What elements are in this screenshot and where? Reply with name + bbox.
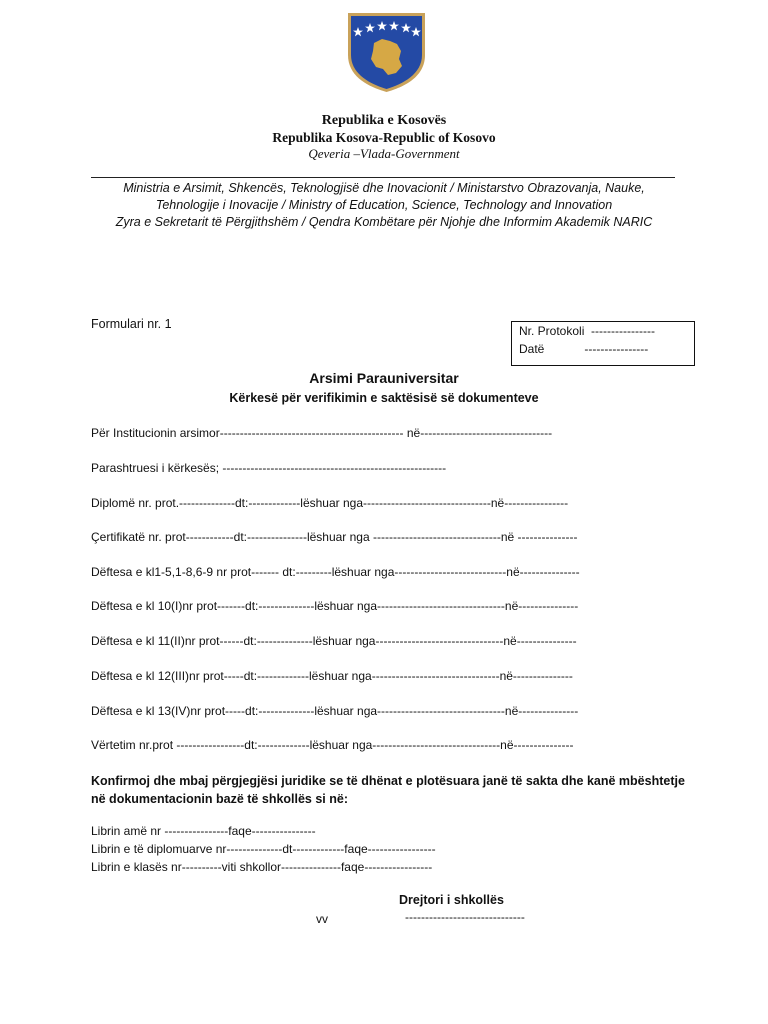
book-class-line: Librin e klasës nr----------viti shkollor---------------faqe----------------- [91,860,433,874]
kosovo-coat-of-arms-icon [344,11,429,93]
field-institution: Për Institucionin arsimor---------------------------------------------- në--------------------------------- [91,426,553,440]
header-divider [91,177,675,178]
field-certificate: Çertifikatë nr. prot------------dt:---------------lëshuar nga --------------------------------në --------------- [91,530,578,544]
field-attestation: Vërtetim nr.prot -----------------dt:-------------lëshuar nga--------------------------------në--------------- [91,738,574,752]
field-applicant: Parashtruesi i kërkesës; -------------------------------------------------------- [91,461,447,475]
stamp-place-marker: vv [316,912,328,926]
republic-title-albanian: Republika e Kosovës [321,113,447,128]
field-report-grade-12: Dëftesa e kl 12(III)nr prot-----dt:-------------lëshuar nga--------------------------------në--------------- [91,669,573,683]
book-graduates-line: Librin e të diplomuarve nr--------------dt-------------faqe----------------- [91,842,436,856]
field-report-grades-1-9: Dëftesa e kl1-5,1-8,6-9 nr prot------- dt:---------lëshuar nga----------------------------në--------------- [91,565,580,579]
field-report-grade-10: Dëftesa e kl 10(I)nr prot-------dt:--------------lëshuar nga--------------------------------në--------------- [91,599,579,613]
ministry-line-2: Tehnologije i Inovacije / Ministry of Education, Science, Technology and Innovation [155,198,613,212]
protocol-date-field: Datë ---------------- [519,342,649,356]
form-number: Formulari nr. 1 [91,317,172,331]
republic-title-serbian-english: Republika Kosova-Republic of Kosovo [272,130,496,145]
field-report-grade-13: Dëftesa e kl 13(IV)nr prot-----dt:--------------lëshuar nga--------------------------------në--------------- [91,704,579,718]
signature-line: ------------------------------ [405,910,525,924]
ministry-line-3: Zyra e Sekretarit të Përgjithshëm / Qendra Kombëtare për Njohje dhe Informim Akademik NARIC [115,215,653,229]
government-title: Qeveria –Vlada-Government [308,146,460,161]
field-diploma: Diplomë nr. prot.--------------dt:-------------lëshuar nga--------------------------------në---------------- [91,496,569,510]
form-subtitle: Kërkesë për verifikimin e saktësisë së dokumenteve [229,391,539,405]
signature-title: Drejtori i shkollës [399,893,504,907]
protocol-box [511,321,695,366]
protocol-number-field: Nr. Protokoli ---------------- [519,324,655,338]
book-register-line: Librin amë nr ----------------faqe---------------- [91,824,316,838]
ministry-line-1: Ministria e Arsimit, Shkencës, Teknologjisë dhe Inovacionit / Ministarstvo Obrazovanja, Nauke, [123,181,645,195]
form-title: Arsimi Parauniversitar [309,370,459,386]
confirmation-statement: Konfirmoj dhe mbaj përgjegjësi juridike se të dhënat e plotësuara janë të sakta dhe kanë mbështetje në dokumentacionin bazë të shkollës si në: [91,774,685,806]
field-report-grade-11: Dëftesa e kl 11(II)nr prot------dt:--------------lëshuar nga--------------------------------në--------------- [91,634,577,648]
